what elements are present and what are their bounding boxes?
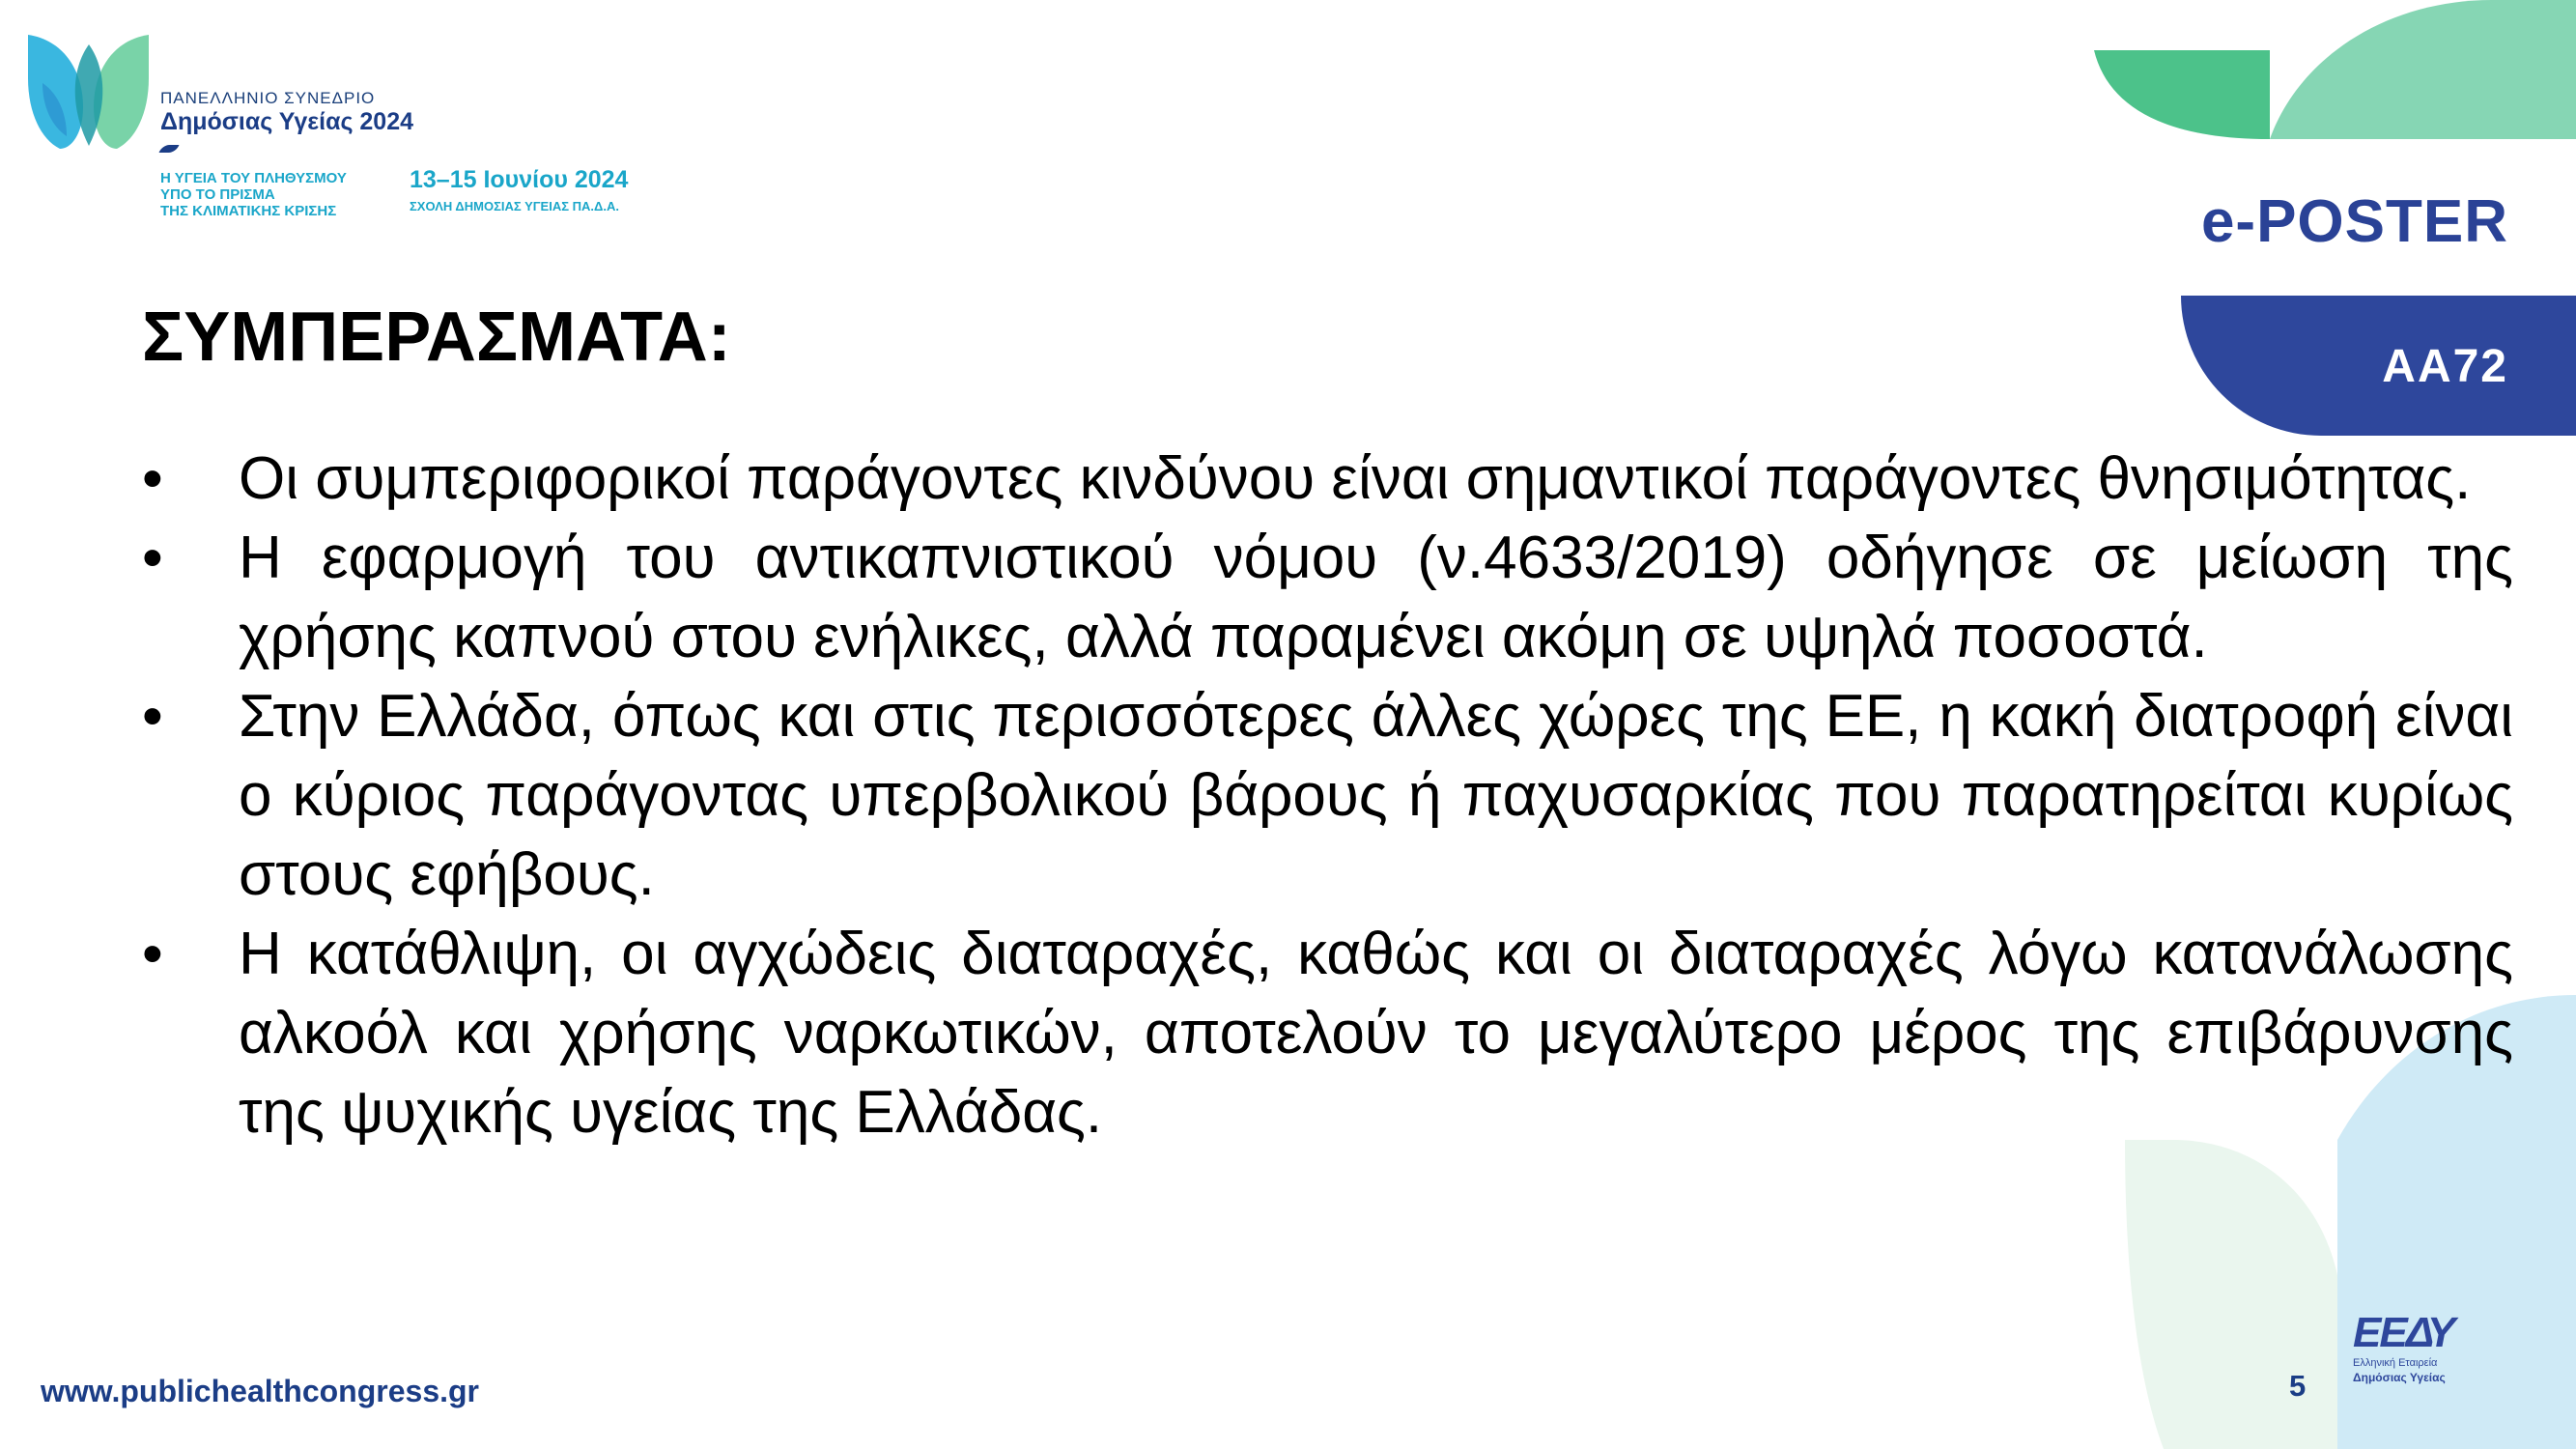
society-name-line: Ελληνική Εταιρεία	[2353, 1357, 2438, 1369]
list-item-text: Οι συμπεριφορικοί παράγοντες κινδύνου είναι σημαντικοί παράγοντες θνησιμότητας.	[239, 445, 2472, 512]
society-name-line: Δημόσιας Υγείας	[2353, 1371, 2446, 1384]
conclusions-list	[142, 440, 2513, 1152]
mint-leaf-shape	[2270, 0, 2576, 139]
conference-name-line: ΠΑΝΕΛΛΗΝΙΟ ΣΥΝΕΔΡΙΟ	[160, 89, 376, 107]
conference-subtitle: Δημόσιας Υγείας 2024	[160, 108, 414, 135]
list-item	[142, 677, 2513, 915]
list-item	[142, 519, 2513, 677]
conference-theme	[160, 170, 347, 219]
bullet-icon: •	[142, 445, 163, 512]
bullet-icon: •	[142, 683, 163, 750]
page-title: ΣΥΜΠΕΡΑΣΜΑΤΑ:	[142, 298, 731, 376]
bullet-icon: •	[142, 525, 163, 591]
conference-logo-icon	[23, 25, 154, 151]
theme-line: ΥΠΟ ΤΟ ΠΡΙΣΜΑ	[160, 186, 275, 203]
conference-venue: ΣΧΟΛΗ ΔΗΜΟΣΙΑΣ ΥΓΕΙΑΣ ΠΑ.Δ.Α.	[410, 199, 619, 213]
poster-code: AA72	[2382, 341, 2508, 392]
list-item	[142, 915, 2513, 1152]
eposter-label: e-POSTER	[2200, 188, 2508, 255]
green-leaf-shape	[2094, 50, 2270, 139]
list-item-text: Στην Ελλάδα, όπως και στις περισσότερες άλλες χώρες της ΕΕ, η κακή διατροφή είναι ο κύριος παράγοντας υπερβολικού βάρους ή παχυσαρκίας που παρατηρείται κυρίως στους εφήβους.	[239, 683, 2513, 908]
list-item-text: Η κατάθλιψη, οι αγχώδεις διαταραχές, καθώς και οι διαταραχές λόγω κατανάλωσης αλκοόλ και χρήσης ναρκωτικών, αποτελούν το μεγαλύτερο μέρος της επιβάρυνσης της ψυχικής υγείας της Ελλάδας.	[239, 921, 2513, 1146]
page-number: 5	[2289, 1369, 2307, 1403]
conference-dates: 13–15 Ιουνίου 2024	[410, 166, 629, 193]
theme-line: Η ΥΓΕΙΑ ΤΟΥ ΠΛΗΘΥΣΜΟΥ	[160, 170, 347, 186]
list-item-text: Η εφαρμογή του αντικαπνιστικού νόμου (ν.4633/2019) οδήγησε σε μείωση της χρήσης καπνού στου ενήλικες, αλλά παραμένει ακόμη σε υψηλά ποσοστά.	[239, 525, 2513, 670]
society-logo-icon: ΕΕΔΥ	[2353, 1309, 2454, 1356]
list-item	[142, 440, 2513, 519]
footer-website-link[interactable]: www.publichealthcongress.gr	[41, 1374, 479, 1408]
theme-line: ΤΗΣ ΚΛΙΜΑΤΙΚΗΣ ΚΡΙΣΗΣ	[160, 203, 337, 219]
bullet-icon: •	[142, 921, 163, 987]
